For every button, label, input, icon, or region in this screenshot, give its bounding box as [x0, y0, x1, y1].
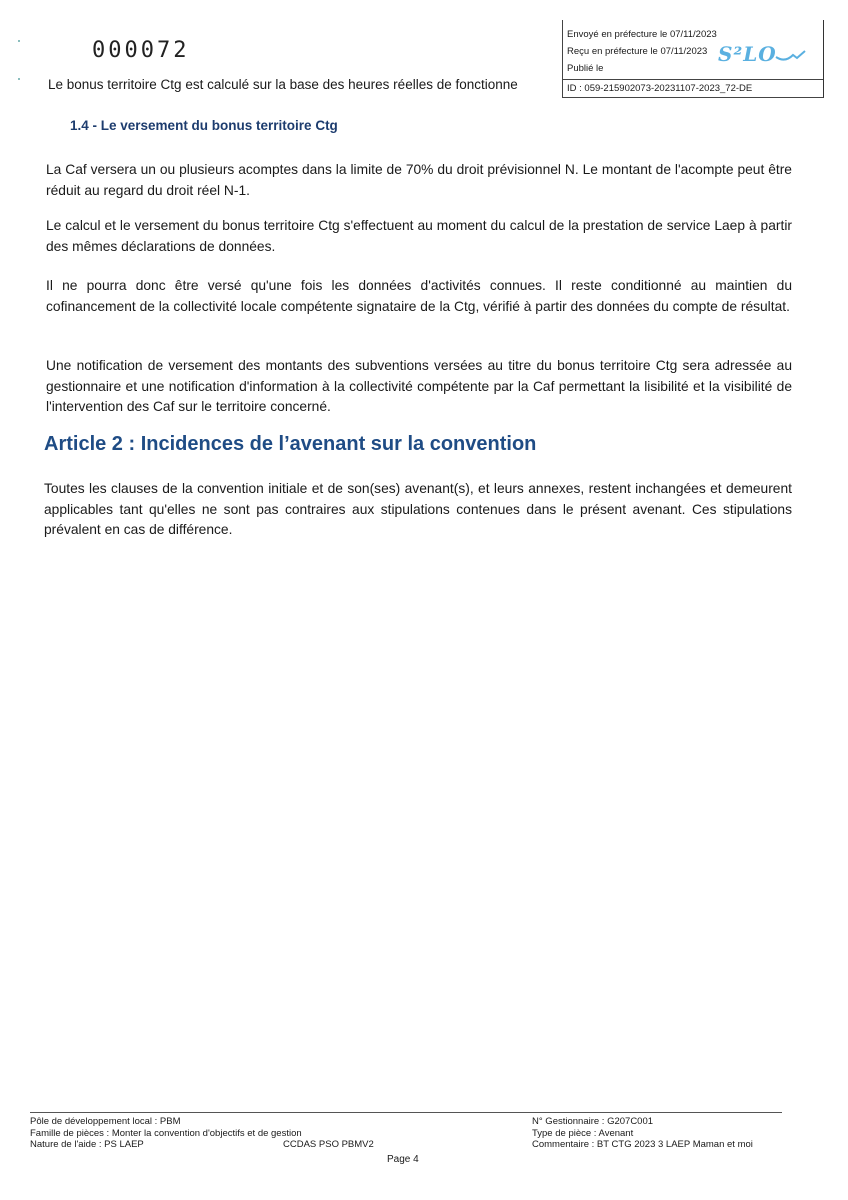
swoosh-icon — [775, 49, 807, 63]
footer-family: Famille de pièces : Monter la convention d'objectifs et de gestion — [30, 1127, 302, 1139]
footer-aid-nature: Nature de l'aide : PS LAEP — [30, 1139, 144, 1150]
footer-pole: Pôle de développement local : PBM — [30, 1116, 181, 1127]
s2lo-signature-logo — [718, 42, 807, 66]
article-paragraph: Toutes les clauses de la convention initiale et de son(ses) avenant(s), et leurs annexes, restent inchangées et demeurent applicables tant qu'elles ne sont pas contraires aux stipulations contenues dans le présent avenant. Ces stipulations prévalent en cas de différence. — [44, 481, 792, 537]
paragraph: Le calcul et le versement du bonus territoire Ctg s'effectuent au moment du calcul de la prestation de service Laep à partir des mêmes déclarations de données. — [46, 218, 792, 254]
section-heading: 1.4 - Le versement du bonus territoire Ctg — [70, 118, 338, 133]
prefecture-sent: Envoyé en préfecture le 07/11/2023 — [567, 29, 717, 40]
paragraph: Il ne pourra donc être versé qu'une fois les données d'activités connues. Il reste conditionné au maintien du cofinancement de la collectivité locale compétente signataire de la Ctg, vérifié à partir des données du compte de résultat. — [46, 278, 792, 314]
signature-text: S²LO — [718, 42, 777, 66]
scan-speck — [18, 78, 20, 80]
footer-left — [30, 1116, 302, 1151]
footer-divider — [30, 1112, 782, 1113]
article-heading: Article 2 : Incidences de l’avenant sur la convention — [44, 433, 537, 455]
scan-speck — [18, 40, 20, 42]
footer-manager-number: N° Gestionnaire : G207C001 — [532, 1116, 654, 1127]
prefecture-published: Publié le — [567, 63, 604, 74]
page-number: Page 4 — [387, 1154, 419, 1165]
prefecture-received: Reçu en préfecture le 07/11/2023 — [567, 46, 708, 57]
footer-comment: Commentaire : BT CTG 2023 3 LAEP Maman et moi — [532, 1139, 753, 1150]
prefecture-id: ID : 059-215902073-20231107-2023_72-DE — [563, 79, 823, 97]
stamp-number: 000072 — [92, 38, 190, 63]
continued-text-line: Le bonus territoire Ctg est calculé sur la base des heures réelles de fonctionne — [48, 77, 518, 92]
footer-center: CCDAS PSO PBMV2 — [283, 1139, 374, 1150]
paragraph: La Caf versera un ou plusieurs acomptes dans la limite de 70% du droit prévisionnel N. Le montant de l'acompte peut être réduit au regard du droit réel N-1. — [46, 162, 792, 198]
footer-right — [532, 1116, 753, 1151]
footer-document-type: Type de pièce : Avenant — [532, 1127, 634, 1139]
paragraph: Une notification de versement des montants des subventions versées au titre du bonus territoire Ctg sera adressée au gestionnaire et une notification d'information à la collectivité compétente par la Caf permettant la lisibilité et la visibilité de l'intervention des Caf sur le territoire concerné. — [46, 358, 792, 414]
